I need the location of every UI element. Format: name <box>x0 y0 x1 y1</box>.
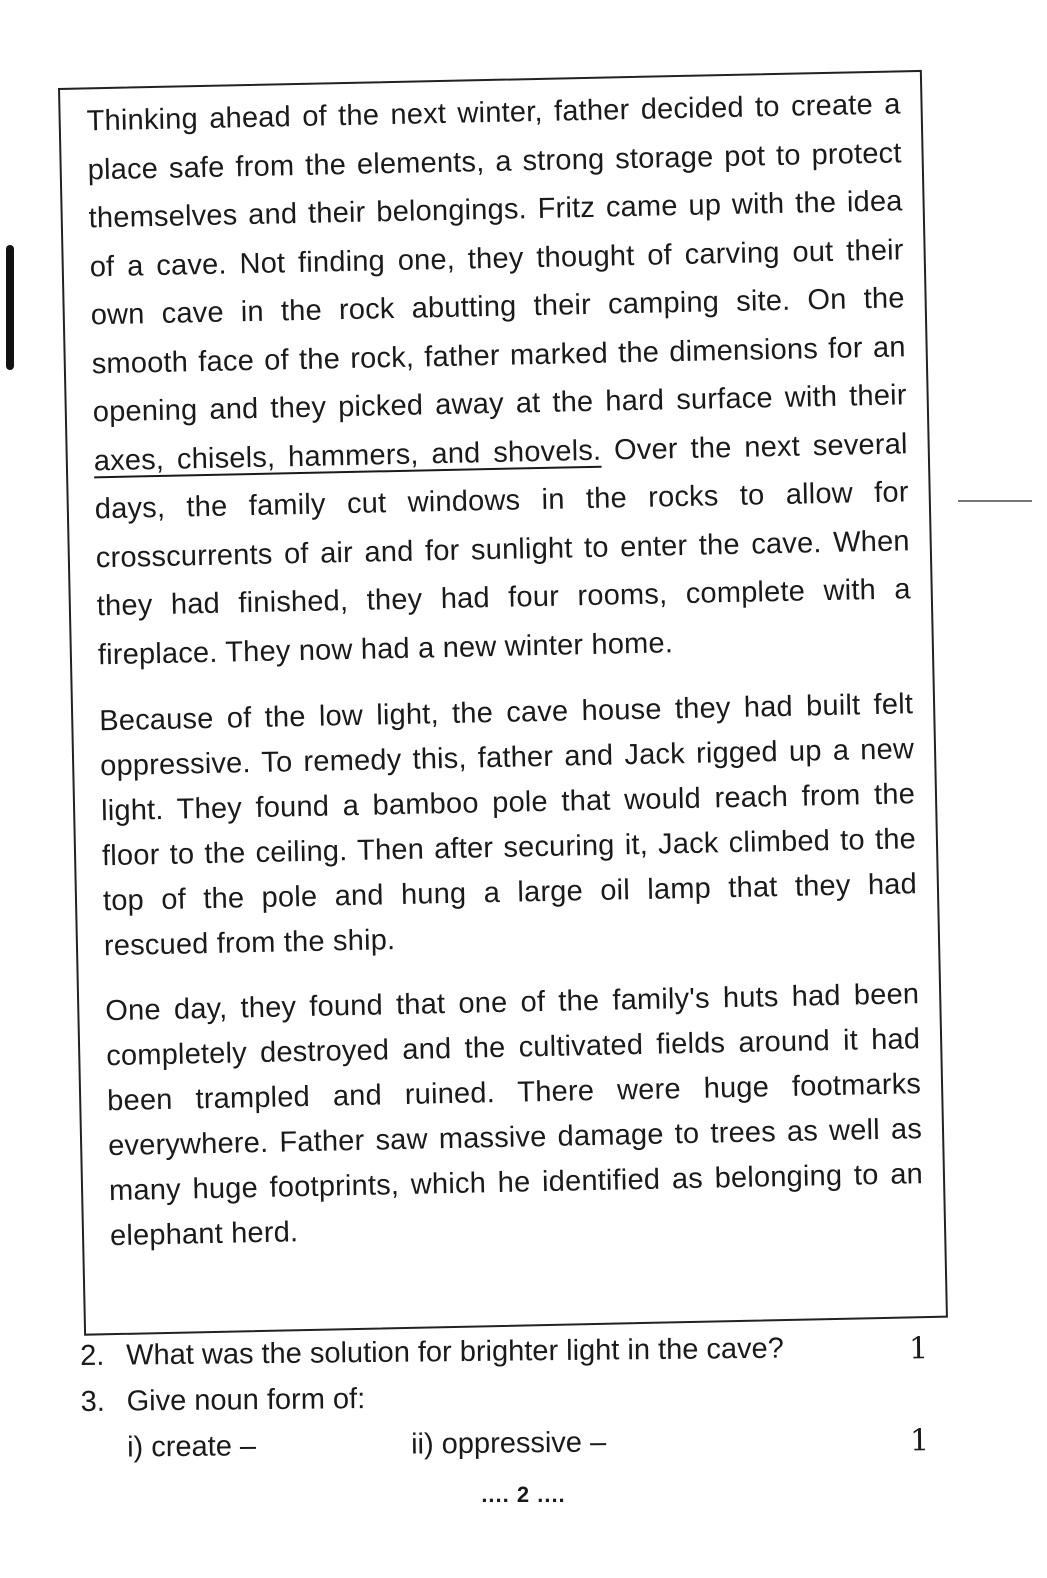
underlined-tools: axes, chisels, hammers, and shovels. <box>93 434 602 477</box>
question-mark: 1 <box>908 1331 929 1367</box>
passage-paragraph-1 <box>86 80 912 679</box>
page-number: .... 2 .... <box>481 1482 566 1507</box>
questions-section <box>80 1331 961 1478</box>
paragraph-1-text: Thinking ahead of the next winter, father decided to create a place safe from the elements, a strong storage pot to protect themselves and their belongings. Fritz came up with the idea of a cave. Not finding one, they thought of carving out their own cave in the rock abutting their camping site. On the smooth face of the rock, father marked the dimensions for an opening and they picked away at the hard surface with their <box>86 88 907 429</box>
scan-edge-mark <box>6 245 14 370</box>
passage-paragraph-2: Because of the low light, the cave house they had built felt oppressive. To remedy this, father and Jack rigged up a new light. They found a bamboo pole that would reach from the floor to the ceiling. Then after securing it, Jack climbed to the top of the pole and hung a large oil lamp that they had rescued from the ship. <box>98 688 918 963</box>
subpart-create: i) create – <box>126 1430 257 1464</box>
question-number: 2. <box>80 1339 105 1372</box>
passage-box <box>58 70 948 1336</box>
question-text: Give noun form of: <box>126 1383 366 1418</box>
paragraph-1-text-cont: Over the next several days, the family cut windows in the rocks to allow for crosscurrents of air and for sunlight to enter the cave. When they had finished, they had four rooms, complete with a fireplace. They now had a new winter home. <box>94 427 912 671</box>
subpart-oppressive: ii) oppressive – <box>410 1426 607 1461</box>
question-3-subparts <box>81 1423 961 1478</box>
passage-paragraph-3: One day, they found that one of the family's huts had been completely destroyed and the cultivated fields around it had been trampled and ruined. There were huge footmarks everywhere. Father saw massive damage to trees as well as many huge footprints, which he identified as belonging to an elephant herd. <box>105 978 924 1253</box>
question-text: What was the solution for brighter light in the cave? <box>125 1332 784 1372</box>
question-mark: 1 <box>909 1423 930 1459</box>
margin-dash <box>958 500 1032 502</box>
question-number: 3. <box>80 1385 106 1418</box>
